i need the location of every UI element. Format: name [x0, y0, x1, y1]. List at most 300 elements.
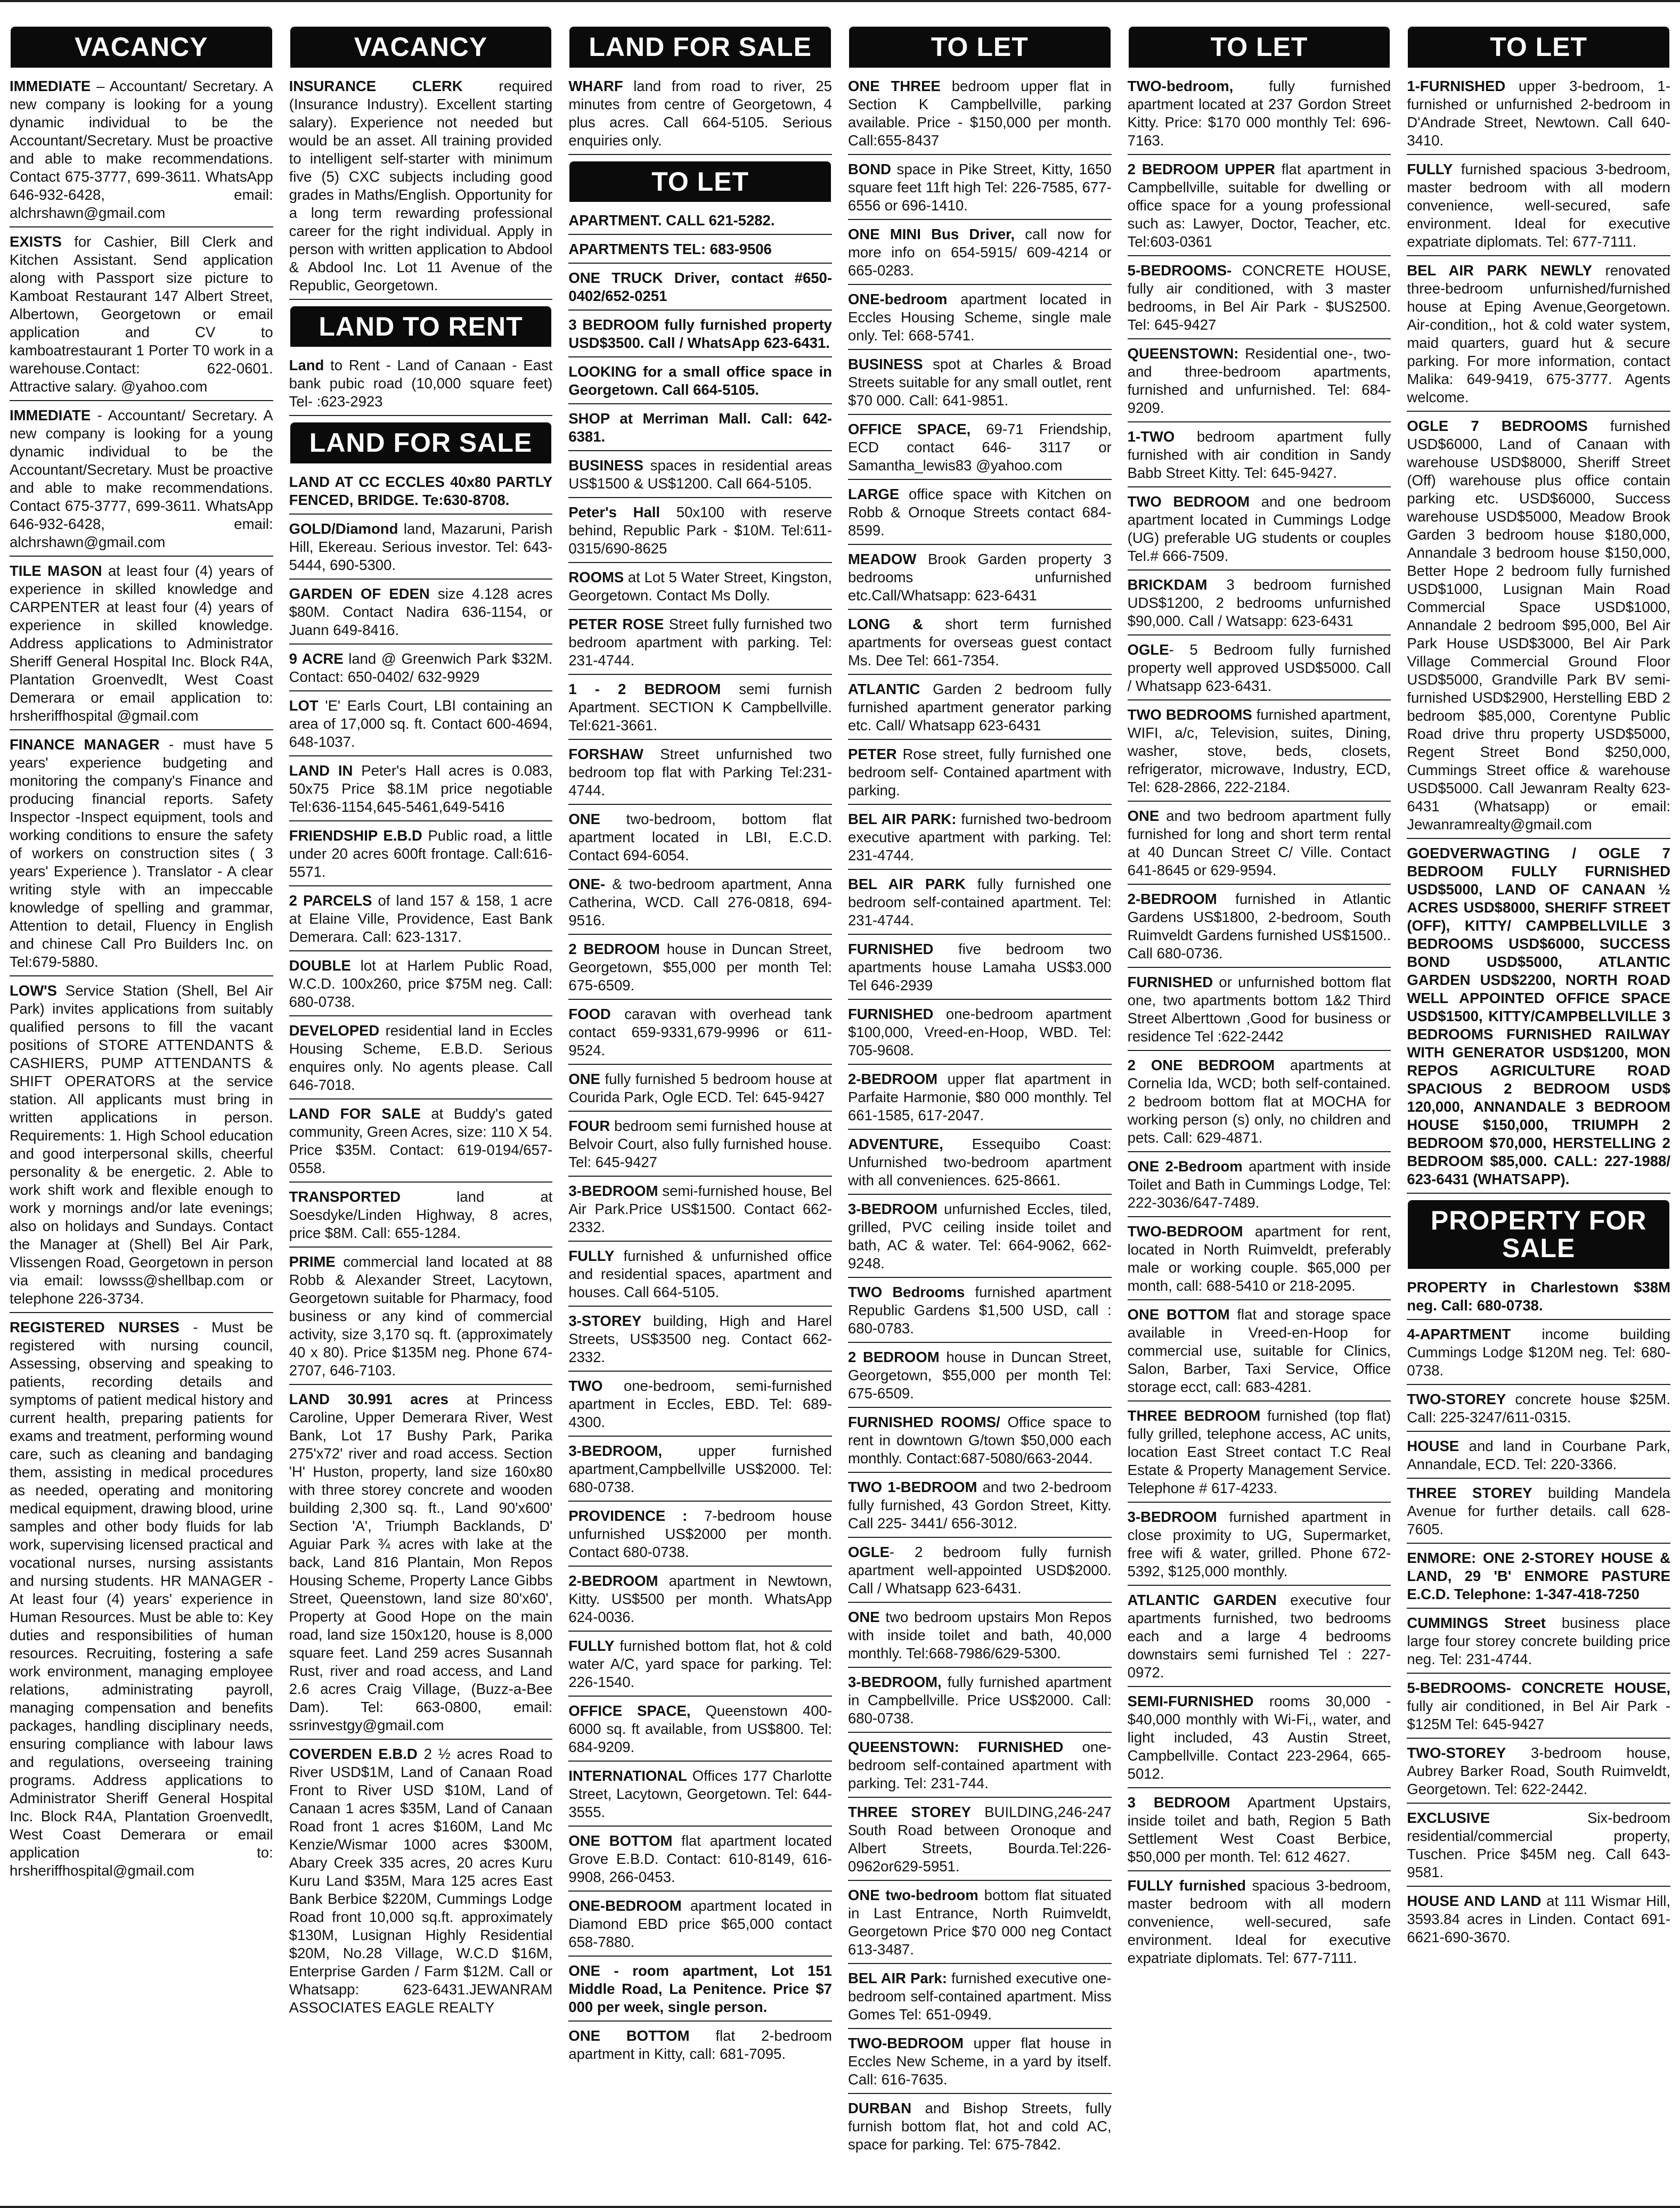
classified-ad: [1407, 417, 1670, 839]
classified-ad: [289, 1022, 553, 1099]
classified-ad: [848, 1070, 1112, 1130]
ad-text: and Bishop Streets, fully furnish bottom flat, hot and cold AC, space for parking. Tel: 675-7842.: [847, 2099, 1112, 2153]
classified-ad: [568, 457, 832, 498]
ad-text: land, Mazaruni, Parish Hill, Ekereau. Serious investor. Tel: 643-5444, 690-5300.: [289, 520, 553, 573]
classified-ad: [568, 1572, 832, 1632]
classified-ad: [848, 875, 1112, 935]
ad-text: space in Pike Street, Kitty, 1650 square feet 11ft high Tel: 226-7585, 677-6556 or 696-1410.: [847, 160, 1112, 214]
ad-text: at Buddy's gated community, Green Acres, size: 110 X 54. Price $35M. Contact: 619-0194/657-0558.: [289, 1105, 553, 1176]
ad-text: furnished executive one-bedroom self-contained apartment. Miss Gomes Tel: 651-0949.: [847, 1969, 1112, 2023]
classified-ad: [568, 1442, 832, 1502]
ad-lead: TILE MASON: [10, 562, 102, 579]
ad-text: furnished apartment in close proximity to UG, Supermarket, free wifi & water, grilled. Phone 672-5392, $125,000 monthly.: [1127, 1508, 1391, 1579]
ad-lead: LOW'S: [10, 982, 58, 999]
ad-lead: BRICKDAM: [1127, 576, 1208, 593]
ad-text: Six-bedroom residential/commercial property, Tuschen. Price $45M neg. Call 643-9581.: [1407, 1809, 1670, 1880]
ad-text: flat apartment located Grove E.B.D. Contact: 610-8149, 616-9908, 266-0453.: [568, 1832, 832, 1885]
classified-ad: [1407, 1679, 1670, 1739]
classified-ad: [848, 810, 1112, 870]
section-heading: TO LET: [569, 161, 831, 202]
ad-lead: ONE-BEDROOM: [568, 1897, 682, 1914]
ad-text: bedroom semi furnished house at Belvoir Court, also fully furnished house. Tel: 645-9427: [568, 1118, 832, 1170]
ad-lead: 3-BEDROOM: [847, 1200, 938, 1217]
ad-lead: GOLD/Diamond: [289, 520, 398, 537]
ad-lead: IMMEDIATE: [10, 77, 91, 94]
ad-text: Street unfurnished two bedroom top flat with Parking Tel:231-4744.: [568, 746, 832, 799]
ad-lead: ATLANTIC: [847, 680, 920, 697]
section-heading: LAND TO RENT: [290, 306, 552, 347]
classified-ad: [1128, 973, 1391, 1051]
ad-text: flat apartment in Campbellville, suitable for dwelling or office space for a young professional such as: Lawyer, Doctor, Teacher, etc. Tel:603-0361: [1127, 160, 1391, 250]
ad-lead: ONE: [847, 1608, 880, 1625]
ad-lead: ONE: [568, 811, 600, 827]
ad-lead: DOUBLE: [289, 957, 351, 974]
classified-ad: [848, 940, 1112, 1000]
classified-ad: [568, 1962, 832, 2022]
ad-text: fully furnished apartment in Campbellville. Price US$2000. Call: 680-0738.: [847, 1673, 1112, 1726]
classified-ad: [568, 240, 832, 264]
classified-ad: [848, 550, 1112, 610]
ad-text: business place large four storey concrete building price neg. Tel: 231-4744.: [1407, 1614, 1670, 1667]
classified-ad: [1128, 807, 1391, 885]
ad-lead: LAND 30.991 acres: [289, 1390, 448, 1407]
ad-text: furnished in Atlantic Gardens US$1800, 2-bedroom, South Ruimveldt Gardens furnished US$1500.. Call 680-0736.: [1127, 890, 1391, 962]
classified-ad: [1407, 1892, 1670, 1951]
ad-text: at Princess Caroline, Upper Demerara River, West Bank, Lot 17 Bushy Park, Parika 275'x72' river and road access. Section 'H' Huston, property, land size 160x80 with three storey concrete and wooden building 2,300 sq. ft., Land 90'x600' Section 'A', Triumph Backlands, D' Aguiar Park ¾ acres with lake at the back, Land 816 Plantain, Mon Repos Housing Scheme, Property Lance Gibbs Street, Queenstown, land size 80'x60', Property at Good Hope on the main road, land size 150x120, house is 8,000 square feet. Land 259 acres Susannah Rust, river and road access, and Land 2.6 acres Craig Village, (Buzz-a-Bee Dam). Tel: 663-0800, email: ssrinvestgy@gmail.com: [289, 1390, 553, 1733]
ad-text: to Rent - Land of Canaan - East bank pubic road (10,000 square feet) Tel- :623-2923: [289, 357, 553, 410]
ad-text: - Accountant/ Secretary. A new company is looking for a young dynamic individual to be the Accountant/Secretary. Must be proactive and able to make recommendations. Contact 675-3777, 699-3611. WhatsApp 646-932-6428, email: alchrshawn@gmail.com: [10, 406, 273, 550]
classified-ad: [568, 875, 832, 935]
classifieds-grid: [7, 20, 1673, 2194]
ad-text: BUILDING,246-247 South Road between Oronoque and Albert Streets, Bourda.Tel:226-0962or629-5951.: [847, 1803, 1112, 1875]
ad-lead: ONE BOTTOM: [568, 2027, 690, 2044]
ad-lead: TWO-STOREY: [1407, 1390, 1506, 1407]
ad-text: fully furnished apartment located at 237 Gordon Street Kitty. Price: $170 000 monthly Tel: 696-7163.: [1127, 77, 1391, 149]
classified-ad: [1407, 1278, 1670, 1320]
ad-lead: PROVIDENCE :: [568, 1508, 688, 1524]
ad-text: bottom flat situated in Last Entrance, North Ruimveldt, Georgetown Price $70 000 neg Contact 613-3487.: [847, 1886, 1112, 1958]
classified-ad: [568, 810, 832, 870]
classified-ad: [1128, 706, 1391, 802]
classified-ad: [1407, 262, 1670, 412]
classified-ad: [568, 1182, 832, 1242]
ad-lead: DEVELOPED: [289, 1022, 380, 1039]
ad-lead: FULLY furnished: [1127, 1877, 1246, 1894]
ad-text: five bedroom two apartments house Lamaha US$3.000 Tel 646-2939: [847, 940, 1112, 993]
classified-ad: [568, 615, 832, 675]
section-heading: TO LET: [1129, 27, 1390, 68]
ad-text: caravan with overhead tank contact 659-9331,679-9996 or 611-9524.: [568, 1006, 832, 1058]
classified-ad: [848, 1608, 1112, 1668]
ad-lead: 5-BEDROOMS- CONCRETE HOUSE,: [1407, 1679, 1670, 1696]
column-3: [566, 20, 834, 2194]
ad-lead: ONE two-bedroom: [847, 1886, 978, 1903]
column-4: [846, 20, 1114, 2194]
ad-lead: GARDEN OF EDEN: [289, 585, 430, 602]
classified-ad: [1128, 262, 1391, 339]
classified-ad: [10, 736, 273, 976]
classified-ad: [848, 290, 1112, 350]
ad-lead: 3-STOREY: [568, 1313, 642, 1329]
classified-ad: [568, 940, 832, 1000]
classified-ad: [1407, 1549, 1670, 1609]
ad-lead: 3-BEDROOM,: [568, 1443, 663, 1459]
ad-lead: FULLY: [1407, 160, 1453, 177]
ad-lead: TWO-BEDROOM: [1127, 1223, 1243, 1240]
classified-ad: [1128, 1591, 1391, 1687]
ad-text: Street fully furnished two bedroom apartment with parking. Tel: 231-4744.: [568, 616, 832, 669]
ad-lead: ONE THREE: [847, 77, 941, 94]
classified-ad: [1407, 77, 1670, 155]
ad-lead: SHOP at Merriman Mall. Call: 642-6381.: [568, 410, 832, 445]
ad-lead: 2 ONE BEDROOM: [1127, 1056, 1275, 1073]
ad-text: house in Duncan Street, Georgetown, $55,000 per month Tel: 675-6509.: [568, 941, 832, 993]
classified-ad: [848, 1200, 1112, 1278]
classified-ad: [289, 1390, 553, 1740]
ad-lead: 1 - 2 BEDROOM: [568, 681, 721, 697]
ad-text: Garden 2 bedroom fully furnished apartment generator parking etc. Call/ Whatsapp 623-6431: [847, 680, 1112, 734]
ad-text: furnished USD$6000, Land of Canaan with warehouse USD$8000, Sheriff Street (Off) warehouse plus office contain parking etc. USD$6000, Success warehouse USD$5000, Meadow Brook Garden 3 bedroom house $180,000, Annandale 3 bedroom house $150,000, Better Hope 2 bedroom fully furnished USD$1000, Lusignan Main Road Commercial Space USD$1000, Annandale 2 bedroom $95,000, Bel Air Park House USD$3000, Bel Air Park Village Commercial Ground Floor USD$5000, Grandville Park BV semi- furnished USD$2900, Herstelling EBD 2 bedroom $85,000, Corentyne Public Road drive thru property USD$5000, Regent Street Bond $250,000, Cummings Street office & warehouse USD$5000. Call Jewanram Realty 623-6431 (Whatsapp) or email: Jewanramrealty@gmail.com: [1407, 417, 1670, 833]
ad-text: bedroom upper flat in Section K Campbellville, parking available. Price - $150,000 per month. Call:655-8437: [847, 77, 1112, 149]
classified-ad: [1128, 1407, 1391, 1503]
classified-ad: [1128, 1508, 1391, 1586]
classified-ad: [848, 77, 1112, 155]
ad-lead: FINANCE MANAGER: [10, 736, 160, 753]
ad-text: Office space to rent in downtown G/town $50,000 each monthly. Contact:687-5080/663-2044.: [847, 1413, 1112, 1466]
ad-text: building Mandela Avenue for further details. call 628-7605.: [1407, 1484, 1670, 1537]
ad-text: furnished spacious 3-bedroom, master bedroom with all modern convenience, well-secured, safe environment. Ideal for executive expatriate diplomats. Tel: 677-7111.: [1407, 160, 1670, 250]
ad-lead: TRANSPORTED: [289, 1188, 401, 1205]
ad-text: spot at Charles & Broad Streets suitable for any small outlet, rent $70 000. Call: 641-9851.: [847, 355, 1112, 409]
classified-ad: [289, 1745, 553, 2021]
ad-lead: TWO Bedrooms: [847, 1283, 965, 1300]
ad-text: unfurnished Eccles, tiled, grilled, PVC ceiling inside toilet and bath, AC & water. Tel: 664-9062, 662-9248.: [847, 1200, 1112, 1272]
ad-text: and two bedroom apartment fully furnished for long and short term rental at 40 Duncan Street C/ Ville. Contact 641-8645 or 629-9594.: [1127, 807, 1391, 878]
ad-lead: BUSINESS: [847, 355, 923, 372]
ad-text: Peter's Hall acres is 0.083, 50x75 Price $8.1M price negotiable Tel:636-1154,645-5461,649-5416: [289, 762, 553, 815]
ad-text: concrete house $25M. Call: 225-3247/611-0315.: [1407, 1390, 1670, 1425]
ad-text: size 4.128 acres $80M. Contact Nadira 636-1154, or Juann 649-8416.: [289, 585, 553, 638]
classified-ad: [848, 1135, 1112, 1195]
ad-lead: INTERNATIONAL: [568, 1767, 687, 1784]
ad-lead: 2 BEDROOM: [847, 1348, 940, 1365]
ad-lead: OFFICE SPACE,: [568, 1702, 691, 1719]
ad-text: for Cashier, Bill Clerk and Kitchen Assistant. Send application along with Passport size picture to Kamboat Restaurant 147 Albert Street, Albertown, Georgetown or email application and CV to kamboatrestaurant 1 Porter T0 work in a warehouse.Contact: 622-0601. Attractive salary. @yahoo.com: [10, 233, 273, 395]
ad-lead: FURNISHED: [847, 940, 934, 957]
ad-text: apartment for rent, located in North Ruimveldt, preferably male or working couple. $65,000 per month, call: 688-5410 or 218-2095.: [1127, 1223, 1391, 1294]
classified-ad: [568, 211, 832, 235]
ad-lead: ONE 2-Bedroom: [1127, 1158, 1243, 1175]
ad-lead: 5-BEDROOMS-: [1127, 262, 1232, 279]
ad-lead: ADVENTURE,: [847, 1135, 943, 1152]
classified-ad: [848, 355, 1112, 415]
classified-ad: [848, 225, 1112, 285]
classified-ad: [568, 503, 832, 563]
ad-lead: BUSINESS: [568, 457, 643, 474]
classified-ad: [1128, 641, 1391, 700]
ad-lead: LAND AT CC ECCLES 40x80 PARTLY FENCED, BRIDGE. Te:630-8708.: [289, 473, 553, 508]
ad-text: house in Duncan Street, Georgetown, $55,000 per month Tel: 675-6509.: [847, 1348, 1112, 1402]
ad-text: income building Cummings Lodge $120M neg. Tel: 680-0738.: [1407, 1325, 1670, 1379]
ad-text: apartment in Newtown, Kitty. US$500 per month. WhatsApp 624-0036.: [568, 1573, 832, 1625]
classified-ad: [848, 1543, 1112, 1603]
ad-text: executive four apartments furnished, two bedrooms each and a large 4 bedrooms downstairs semi furnished Tel : 227-0972.: [1127, 1591, 1391, 1681]
classified-ad: [1128, 77, 1391, 155]
ad-lead: 3-BEDROOM: [568, 1183, 658, 1199]
classified-ad: [568, 1005, 832, 1065]
ad-lead: FURNISHED: [1127, 973, 1213, 990]
classified-ad: [848, 420, 1112, 480]
classified-ad: [848, 745, 1112, 805]
classified-ad: [1128, 345, 1391, 422]
ad-lead: ONE: [1127, 807, 1160, 824]
ad-text: semi furnish Apartment. SECTION K Campbellville. Tel:621-3661.: [568, 681, 832, 734]
classified-ad: [1128, 1306, 1391, 1402]
classified-ad: [10, 982, 273, 1313]
ad-text: apartment located in Eccles Housing Scheme, single male only. Tel: 668-5741.: [847, 290, 1112, 344]
ad-lead: FOUR: [568, 1118, 610, 1134]
classified-ad: [568, 269, 832, 311]
ad-text: furnished apartment, WIFI, a/c, Television, suites, Dining, washer, stove, beds, closets, refrigerator, microwave, Industry, ECD, Tel: 628-2866, 222-2184.: [1127, 706, 1391, 795]
classified-ad: [848, 1673, 1112, 1733]
ad-lead: QUEENSTOWN:: [1127, 345, 1239, 362]
classified-ad: [1128, 1877, 1391, 1971]
ad-text: upper 3-bedroom, 1-furnished or unfurnished 2-bedroom in D'Andrade Street, Newtown. Call 640-3410.: [1407, 77, 1670, 149]
ad-lead: WHARF: [568, 77, 623, 94]
classified-ad: [848, 1969, 1112, 2029]
ad-text: short term furnished apartments for overseas guest contact Ms. Dee Tel: 661-7354.: [847, 615, 1112, 669]
ad-lead: 3 BEDROOM: [1127, 1794, 1230, 1811]
ad-text: - 5 Bedroom fully furnished property well approved USD$5000. Call / Whatsapp 623-6431.: [1127, 641, 1391, 694]
ad-text: & two-bedroom apartment, Anna Catherina, WCD. Call 276-0818, 694-9516.: [568, 876, 832, 928]
section-heading: TO LET: [849, 27, 1111, 68]
ad-lead: IMMEDIATE: [10, 406, 91, 423]
ad-lead: ENMORE: ONE 2-STOREY HOUSE & LAND, 29 'B' ENMORE PASTURE E.C.D. Telephone: 1-347-418-7250: [1407, 1549, 1670, 1602]
ad-lead: 4-APARTMENT: [1407, 1325, 1511, 1342]
ad-text: Queenstown 400-6000 sq. ft available, from US$800. Tel: 684-9209.: [568, 1702, 832, 1755]
classified-ad: [848, 1005, 1112, 1065]
ad-lead: ONE MINI Bus Driver,: [847, 225, 1015, 242]
classified-ad: [10, 1318, 273, 1884]
classified-ad: [848, 2034, 1112, 2094]
ad-text: Brook Garden property 3 bedrooms unfurnished etc.Call/Whatsapp: 623-6431: [847, 550, 1112, 604]
ad-text: two bedroom upstairs Mon Repos with inside toilet and bath, 40,000 monthly. Tel:668-7986/629-5300.: [847, 1608, 1112, 1661]
ad-lead: TWO-bedroom,: [1127, 77, 1234, 94]
ad-text: and two 2-bedroom fully furnished, 43 Gordon Street, Kitty. Call 225- 3441/ 656-3012.: [847, 1478, 1112, 1531]
ad-text: semi-furnished house, Bel Air Park.Price US$1500. Contact 662-2332.: [568, 1183, 832, 1235]
ad-lead: TWO-STOREY: [1407, 1744, 1506, 1761]
classified-ad: [1407, 1809, 1670, 1887]
section-heading: TO LET: [1408, 27, 1669, 68]
classified-ad: [568, 1637, 832, 1697]
ad-text: Residential one-, two- and three-bedroom apartments, furnished and unfurnished. Tel: 684-9209.: [1127, 345, 1391, 416]
classified-ad: [289, 892, 553, 951]
classified-ad: [568, 745, 832, 805]
ad-text: fully air conditioned, in Bel Air Park - $125M Tel: 645-9427: [1407, 1697, 1670, 1732]
classified-ad: [568, 1312, 832, 1372]
classified-ad: [568, 1247, 832, 1307]
ad-lead: OGLE: [847, 1543, 890, 1560]
classified-ad: [568, 363, 832, 404]
ad-text: upper flat house in Eccles New Scheme, in a yard by itself. Call: 616-7635.: [847, 2034, 1112, 2088]
ad-lead: APARTMENT. CALL 621-5282.: [568, 212, 775, 229]
ad-lead: SEMI-FURNISHED: [1127, 1692, 1254, 1709]
ad-text: 50x100 with reserve behind, Republic Park - $10M. Tel:611-0315/690-8625: [568, 504, 832, 557]
classified-ad: [1128, 1692, 1391, 1788]
classified-ad: [848, 2099, 1112, 2158]
ad-lead: OGLE: [1127, 641, 1169, 658]
ad-text: at Lot 5 Water Street, Kingston, Georgetown. Contact Ms Dolly.: [568, 569, 832, 604]
ad-lead: LAND FOR SALE: [289, 1105, 421, 1122]
ad-text: land at Soesdyke/Linden Highway, 8 acres, price $8M. Call: 655-1284.: [289, 1188, 553, 1241]
classified-ad: [289, 1188, 553, 1248]
ad-text: renovated three-bedroom unfurnished/furnished house at Eping Avenue,Georgetown. Air-condition,, hot & cold water system, maid quarters, guard hut & secure parking. For more information, contact Malika: 649-9419, 675-3777. Agents welcome.: [1407, 262, 1670, 405]
ad-lead: BEL AIR PARK NEWLY: [1407, 262, 1592, 279]
ad-lead: PETER ROSE: [568, 616, 664, 632]
classified-ad: [848, 680, 1112, 740]
classified-ad: [1407, 1390, 1670, 1432]
classified-ad: [289, 697, 553, 756]
classified-ad: [10, 562, 273, 730]
ad-text: - 2 bedroom fully furnish apartment well-appointed USD$2000. Call / Whatsapp 623-6431.: [847, 1543, 1112, 1596]
classified-ad: [289, 1105, 553, 1183]
classified-ad: [568, 1897, 832, 1957]
ad-lead: LONG &: [847, 615, 923, 632]
ad-lead: LOOKING for a small office space in Georgetown. Call 664-5105.: [568, 363, 832, 398]
ad-text: Apartment Upstairs, inside toilet and bath, Region 5 Bath Settlement West Coast Berbice, $50,000 per month. Tel: 612 4627.: [1127, 1794, 1391, 1865]
ad-lead: ONE BOTTOM: [568, 1832, 673, 1849]
ad-lead: LAND IN: [289, 762, 353, 779]
ad-lead: HOUSE: [1407, 1437, 1459, 1454]
ad-lead: PETER: [847, 745, 897, 762]
ad-lead: EXCLUSIVE: [1407, 1809, 1490, 1826]
classified-ad: [1128, 1794, 1391, 1871]
classified-ad: [848, 1803, 1112, 1881]
ad-lead: MEADOW: [847, 550, 917, 567]
ad-text: apartments at Cornelia Ida, WCD; both self-contained. 2 bedroom bottom flat at MOCHA for working person (s) only, no children and pets. Call: 629-4871.: [1127, 1056, 1391, 1146]
classified-ad: [848, 1283, 1112, 1343]
ad-lead: 3-BEDROOM: [1127, 1508, 1217, 1525]
ad-text: Essequibo Coast: Unfurnished two-bedroom apartment with all conveniences. 625-8661.: [847, 1135, 1112, 1188]
ad-lead: ONE BOTTOM: [1127, 1306, 1230, 1323]
ad-lead: PRIME: [289, 1253, 336, 1270]
ad-lead: THREE STOREY: [847, 1803, 971, 1820]
ad-lead: 2-BEDROOM: [568, 1573, 658, 1589]
classified-ad: [568, 568, 832, 610]
ad-lead: OGLE 7 BEDROOMS: [1407, 417, 1588, 434]
ad-lead: REGISTERED NURSES: [10, 1318, 180, 1335]
classified-ad: [848, 160, 1112, 220]
ad-lead: COVERDEN E.B.D: [289, 1745, 418, 1762]
classified-ad: [568, 410, 832, 451]
ad-lead: CUMMINGS Street: [1407, 1614, 1546, 1631]
ad-text: upper flat apartment in Parfaite Harmonie, $80 000 monthly. Tel 661-1585, 617-2047.: [847, 1070, 1112, 1123]
ad-text: apartment located in Diamond EBD price $65,000 contact 658-7880.: [568, 1897, 832, 1950]
classified-ad: [1407, 1614, 1670, 1674]
ad-text: furnished & unfurnished office and residential spaces, apartment and houses. Call 664-5105.: [568, 1248, 832, 1300]
ad-text: and one bedroom apartment located in Cummings Lodge (UG) preferable UG students or couples Tel.# 666-7509.: [1127, 493, 1391, 564]
classified-ad: [1407, 1744, 1670, 1804]
ad-text: CONCRETE HOUSE, fully air conditioned, with 3 master bedrooms, in Bel Air Park - $US2500. Tel: 645-9427: [1127, 262, 1391, 333]
ad-text: – Accountant/ Secretary. A new company is looking for a young dynamic individual to be the Accountant/Secretary. Must be proactive and able to make recommendations. Contact 675-3777, 699-3611. WhatsApp 646-932-6428, email: alchrshawn@gmail.com: [10, 77, 273, 221]
classified-ad: [848, 615, 1112, 675]
ad-text: - must have 5 years' experience budgeting and monitoring the company's Finance and producing financial reports. Safety Inspector -Inspect equipment, tools and working conditions to ensure the safety of workers on construction sites ( 3 years' Experience ). Translator - A clear writing style with an impeccable knowledge of spelling and grammar, Attention to detail, Fluency in English and chinese Call Pro Builders Inc. on Tel:679-5880.: [10, 736, 273, 970]
ad-lead: 1-TWO: [1127, 428, 1175, 445]
ad-lead: THREE BEDROOM: [1127, 1407, 1261, 1424]
ad-text: 'E' Earls Court, LBI containing an area of 17,000 sq. ft. Contact 600-4694, 648-1037.: [289, 697, 553, 750]
ad-text: two-bedroom, bottom flat apartment located in LBI, E.C.D. Contact 694-6054.: [568, 811, 832, 863]
classified-ad: [289, 585, 553, 645]
ad-lead: 3 BEDROOM fully furnished property USD$3500. Call / WhatsApp 623-6431.: [568, 316, 832, 351]
section-heading: VACANCY: [11, 27, 272, 68]
ad-text: spaces in residential areas US$1500 & US$1200. Call 664-5105.: [568, 457, 832, 492]
ad-lead: ONE-bedroom: [847, 290, 948, 307]
ad-lead: 2-BEDROOM: [847, 1070, 938, 1087]
ad-text: furnished two-bedroom executive apartment with parking. Tel: 231-4744.: [847, 810, 1112, 863]
ad-text: 69-71 Friendship, ECD contact 646- 3117 or Samantha_lewis83 @yahoo.com: [847, 420, 1112, 474]
ad-text: of land 157 & 158, 1 acre at Elaine Ville, Providence, East Bank Demerara. Call: 623-1317.: [289, 892, 553, 945]
ad-text: - Must be registered with nursing council, Assessing, observing and speaking to patients, recording details and symptoms of patient medical history and current health, preparing patients for exams and treatment, performing wound care, such as cleaning and bandaging them, assisting in medical procedures as needed, operating and monitoring medical equipment, drawing blood, urine samples and other body fluids for lab work, supervising licensed practical and vocational nurses, nursing assistants and nursing students. HR MANAGER - At least four (4) years' experience in Human Resources. Must be able to: Key duties and responsibilities of human resources. Recruiting, fostering a safe work environment, managing employee relations, administrating payroll, managing compensation and benefits packages, handling disciplinary needs, ensuring compliance with labour laws and regulations, overseeing training programs. Address applications to Administrator Sheriff General Hospital Inc. Block R4A, Plantation Groenvedlt, West Coast Demerara or email application to: hrsheriffhospital@gmail.com: [10, 1318, 273, 1879]
ad-text: or unfurnished bottom flat one, two apartments bottom 1&2 Third Street Alberttown ,Good for business or residence Tel :622-2442: [1127, 973, 1391, 1045]
ad-lead: 2 BEDROOM UPPER: [1127, 160, 1275, 177]
classified-ad: [848, 485, 1112, 545]
classified-ad: [1407, 160, 1670, 256]
classified-ad: [848, 1348, 1112, 1408]
ad-text: land @ Greenwich Park $32M. Contact: 650-0402/ 632-9929: [289, 650, 553, 685]
ad-text: residential land in Eccles Housing Scheme, E.B.D. Serious enquires only. No agents please. Call 646-7018.: [289, 1022, 553, 1093]
ad-text: upper furnished apartment,Campbellville US$2000. Tel: 680-0738.: [568, 1443, 832, 1495]
ad-lead: TWO BEDROOMS: [1127, 706, 1252, 723]
ad-text: apartment with inside Toilet and Bath in Cummings Lodge, Tel: 222-3036/647-7489.: [1127, 1158, 1391, 1211]
classified-ad: [10, 406, 273, 557]
ad-lead: TWO 1-BEDROOM: [847, 1478, 977, 1495]
ad-lead: FORSHAW: [568, 746, 643, 762]
ad-lead: TWO BEDROOM: [1127, 493, 1250, 510]
ad-lead: BOND: [847, 160, 891, 177]
ad-text: lot at Harlem Public Road, W.C.D. 100x260, price $75M neg. Call: 680-0738.: [289, 957, 553, 1010]
ad-lead: PROPERTY in Charlestown $38M neg. Call: 680-0738.: [1407, 1278, 1670, 1314]
ad-lead: TWO-BEDROOM: [847, 2034, 964, 2051]
ad-text: flat 2-bedroom apartment in Kitty, call: 681-7095.: [568, 2027, 832, 2062]
section-heading: VACANCY: [290, 27, 552, 68]
ad-lead: FULLY: [568, 1248, 615, 1264]
ad-lead: FULLY: [568, 1637, 615, 1654]
ad-lead: TWO: [568, 1378, 603, 1394]
classified-ad: [1128, 576, 1391, 635]
ad-text: 7-bedroom house unfurnished US$2000 per month. Contact 680-0738.: [568, 1508, 832, 1560]
ad-text: at least four (4) years of experience in skilled knowledge and CARPENTER at least four (4) years of experience in skilled knowledge. Address applications to Administrator Sheriff General Hospital Inc. Block R4A, Plantation Groenvedlt, West Coast Demerara or email application to: hrsheriffhospital @gmail.com: [10, 562, 273, 724]
ad-text: bedroom apartment fully furnished with air condition in Sandy Babb Street Kitty. Tel: 645-9427.: [1127, 428, 1391, 481]
ad-lead: OFFICE SPACE,: [847, 420, 971, 437]
ad-text: spacious 3-bedroom, master bedroom with all modern convenience, well-secured, safe environment. Ideal for executive expatriate diplomats. Tel: 677-7111.: [1127, 1877, 1391, 1966]
ad-lead: INSURANCE CLERK: [289, 77, 463, 94]
ad-lead: 2 PARCELS: [289, 892, 372, 909]
classified-ad: [848, 1478, 1112, 1538]
ad-lead: ROOMS: [568, 569, 624, 585]
ad-lead: BEL AIR PARK: [847, 875, 966, 892]
ad-lead: HOUSE AND LAND: [1407, 1892, 1542, 1909]
classified-ad: [1407, 844, 1670, 1194]
ad-text: at 111 Wismar Hill, 3593.84 acres in Linden. Contact 691-6621-690-3670.: [1407, 1892, 1670, 1945]
ad-lead: ONE - room apartment, Lot 151 Middle Road, La Penitence. Price $7 000 per week, single person.: [568, 1962, 832, 2015]
ad-lead: 3-BEDROOM,: [847, 1673, 942, 1690]
ad-lead: QUEENSTOWN: FURNISHED: [847, 1738, 1064, 1755]
ad-text: furnished (top flat) fully grilled, telephone access, AC units, location East Street contact T.C Real Estate & Property Management Service. Telephone # 617-4233.: [1127, 1407, 1391, 1496]
classified-ad: [1407, 1325, 1670, 1385]
ad-text: 2 ½ acres Road to River USD$1M, Land of Canaan Road Front to River USD $10M, Land of Canaan 1 acres $35M, Land of Canaan Road front 1 acres $160M, Land Mc Kenzie/Wismar 1000 acres $300M, Abary Creek 335 acres, 20 acres Kuru Kuru Land $35M, Mara 125 acres East Bank Berbice $220M, Cummings Lodge Road front 10,000 sq.ft. approximately $130M, Lusignan Highly Residential $20M, No.28 Village, W.C.D $16M, Enterprise Garden / Farm $12M. Call or Whatsapp: 623-6431.JEWANRAM ASSOCIATES EAGLE REALTY: [289, 1745, 553, 2016]
ad-text: one-bedroom self-contained apartment with parking. Tel: 231-744.: [847, 1738, 1112, 1791]
ad-lead: APARTMENTS TEL: 683-9506: [568, 241, 772, 257]
